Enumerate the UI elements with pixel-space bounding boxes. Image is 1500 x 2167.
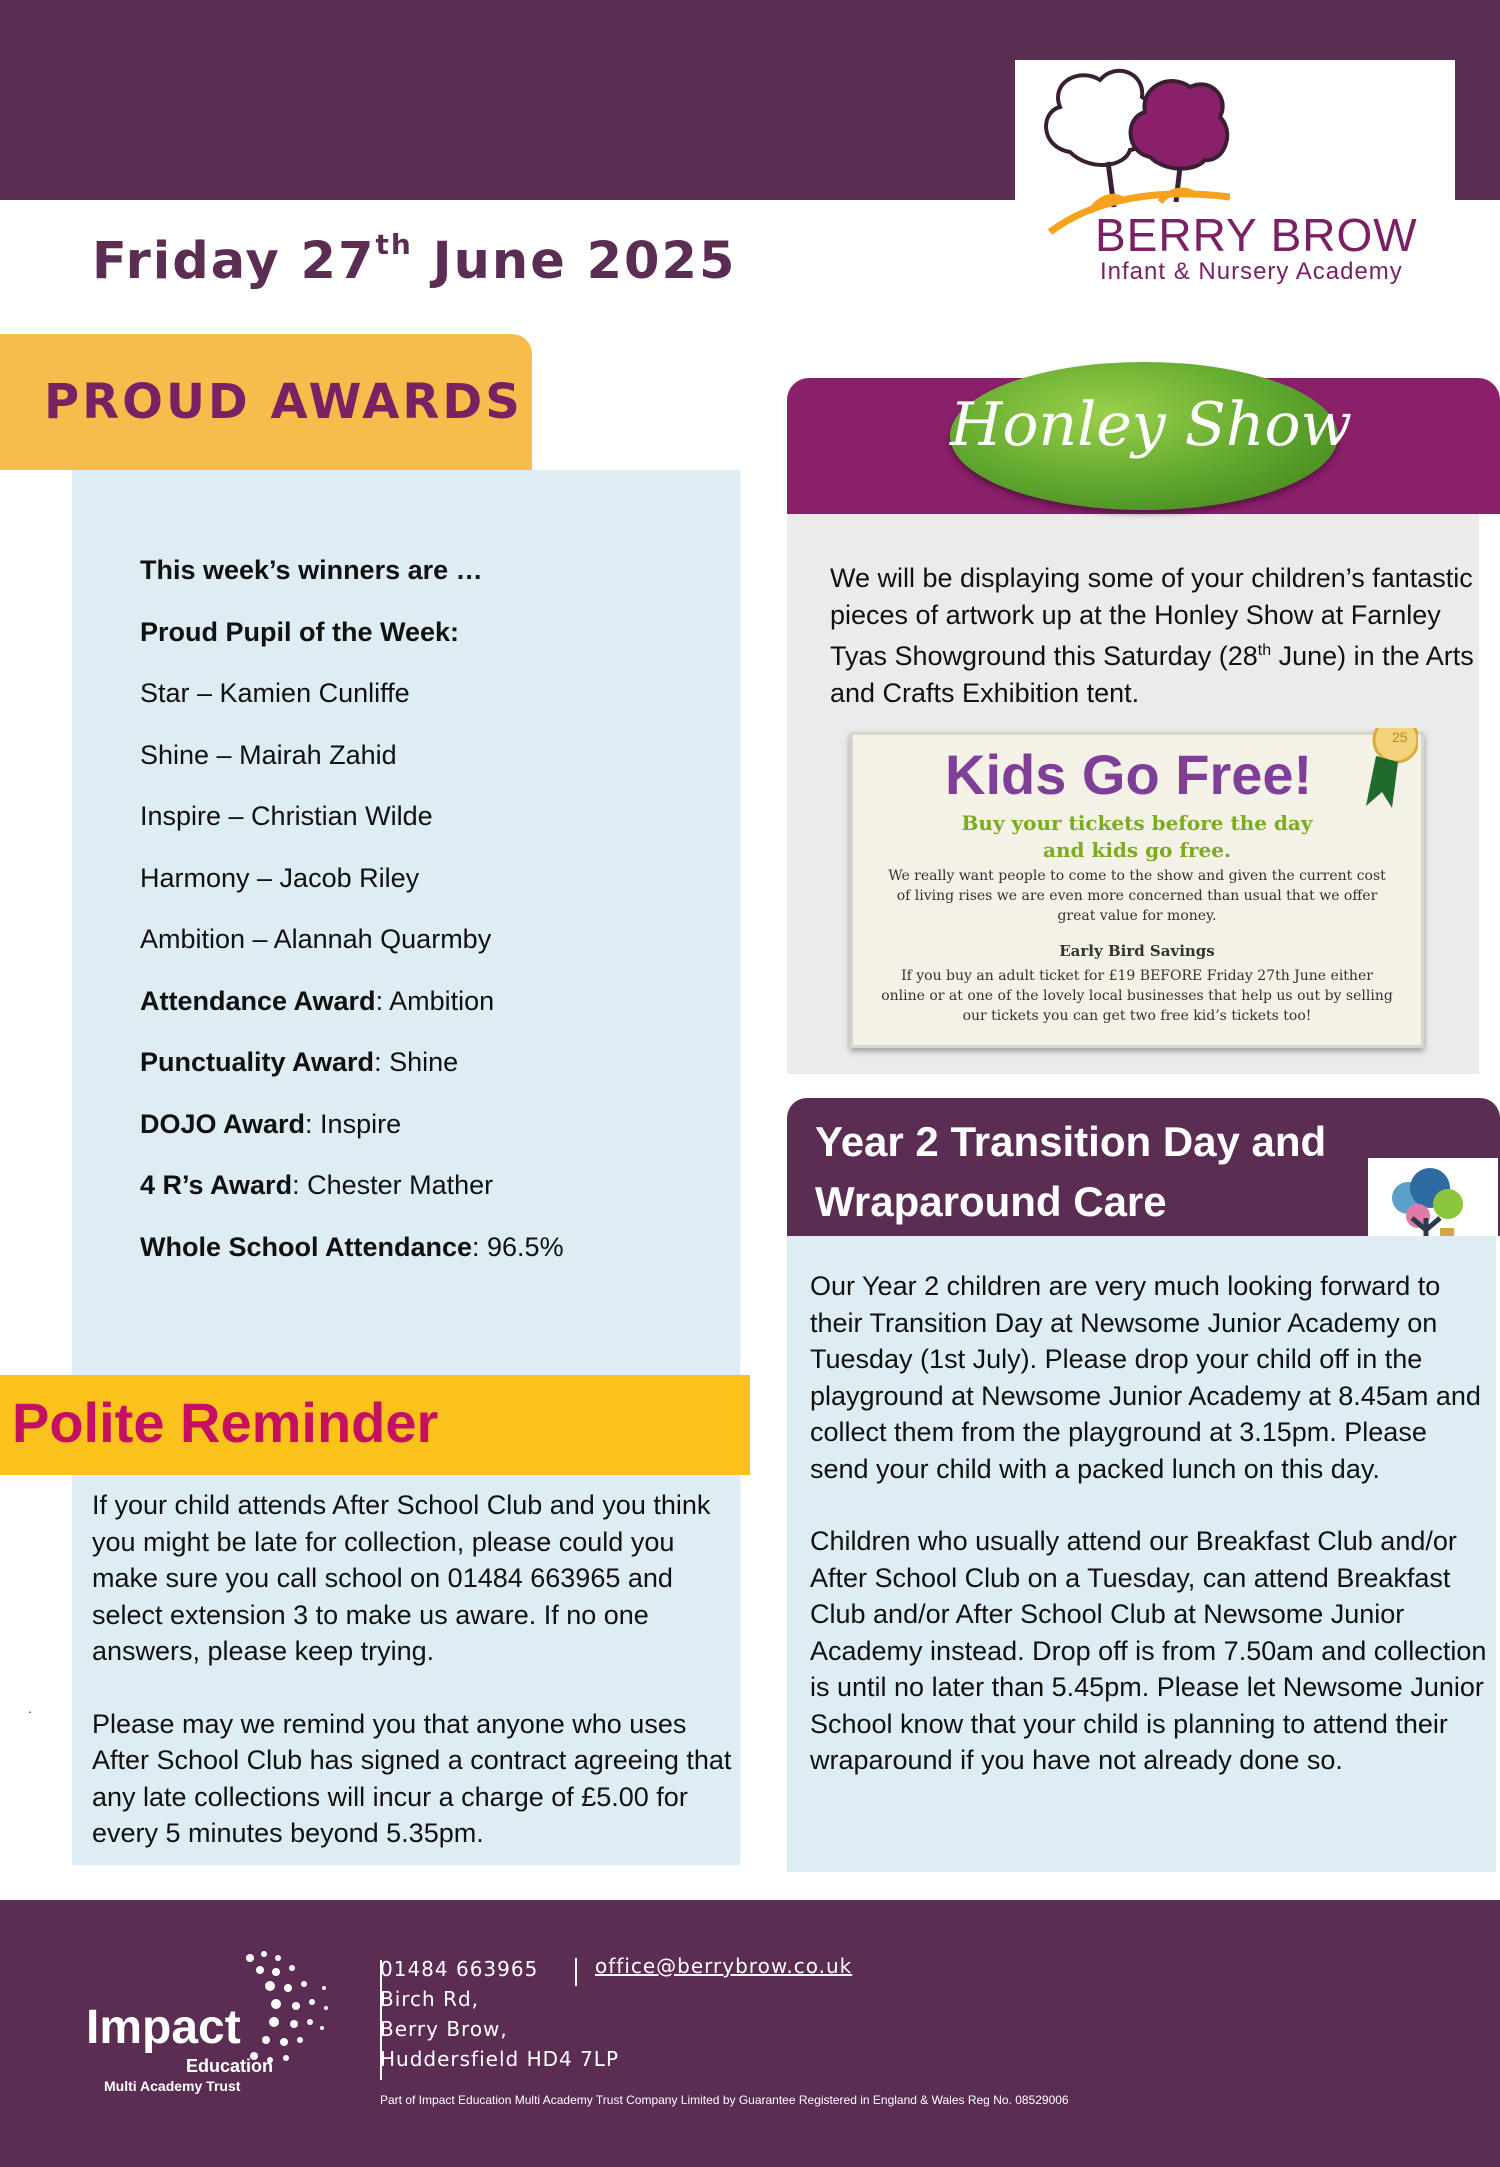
stray-mark: . <box>28 1700 32 1716</box>
whole-school-attendance: Whole School Attendance: 96.5% <box>140 1231 564 1262</box>
attendance-award: Attendance Award: Ambition <box>140 985 495 1016</box>
kids-go-free-title: Kids Go Free! <box>945 743 1313 806</box>
award-ambition: Ambition – Alannah Quarmby <box>140 924 492 954</box>
polite-reminder-title: Polite Reminder <box>12 1391 439 1454</box>
footer-address-1: Birch Rd, <box>380 1987 480 2011</box>
polite-reminder-text <box>92 1487 732 1888</box>
four-rs-award: 4 R’s Award: Chester Mather <box>140 1170 494 1200</box>
newsletter-date: Friday 27th June 2025 <box>92 228 737 291</box>
polite-para-2: Please may we remind you that anyone who uses After School Club has signed a contract agreeing that any late collections will incur a charge of £5.00 for every 5 minutes beyond 5.35pm. <box>92 1708 732 1848</box>
awards-heading: Proud Pupil of the Week: <box>140 616 460 647</box>
honley-show-logo-text: Honley Show <box>950 390 1352 460</box>
footer-address-2: Berry Brow, <box>380 2017 508 2041</box>
award-star: Star – Kamien Cunliffe <box>140 678 410 708</box>
punctuality-award: Punctuality Award: Shine <box>140 1047 459 1077</box>
award-inspire: Inspire – Christian Wilde <box>140 801 433 831</box>
year2-title: Year 2 Transition Day and Wraparound Care <box>815 1118 1327 1225</box>
year2-para-1: Our Year 2 children are very much looking forward to their Transition Day at Newsome Junior Academy on Tuesday (1st July). Please drop your child off in the playground at Newsome Junior Academy at 8.45am and collect them from the playground at 3.15pm. Please send your child with a packed lunch on this day. <box>810 1271 1481 1484</box>
year2-para-2: Children who usually attend our Breakfast Club and/or After School Club on a Tuesday, can attend Breakfast Club and/or After School Club at Newsome Junior Academy instead. Drop off is from 7.50am and collection is until no later than 5.45pm. Please let Newsome Junior School know that your child is planning to attend their wraparound if you have not already done so. <box>810 1526 1487 1775</box>
early-bird-text: If you buy an adult ticket for £19 BEFORE Friday 27th June either online or at one of the lovely local businesses that help us out by selling our tickets you can get two free kid’s tickets too! <box>881 968 1393 1024</box>
early-bird-title: Early Bird Savings <box>1059 942 1215 960</box>
awards-intro: This week’s winners are … <box>140 555 483 585</box>
school-logo-subtitle: Infant & Nursery Academy <box>1100 258 1403 285</box>
footer-separator <box>575 1958 577 1986</box>
impact-logo-dots-icon <box>240 1948 340 2068</box>
honley-text: We will be displaying some of your children’s fantastic pieces of artwork up at the Honley Show at Farnley Tyas Showground this Saturday (28th June) in the Arts and Crafts Exhibition tent. <box>830 563 1474 708</box>
award-shine: Shine – Mairah Zahid <box>140 739 397 770</box>
award-harmony: Harmony – Jacob Riley <box>140 862 420 893</box>
impact-logo-education: Education <box>186 2056 274 2076</box>
footer-contact <box>380 1954 619 2074</box>
svg-text:25: 25 <box>1392 729 1408 745</box>
awards-title: PROUD AWARDS <box>44 374 523 430</box>
impact-logo-word: Impact <box>86 2001 241 2054</box>
kids-go-free-blurb: We really want people to come to the show and given the current cost of living rises we are even more concerned than usual that we offer great value for money. <box>888 868 1386 924</box>
school-logo-title: BERRY BROW <box>1095 209 1418 261</box>
year2-text <box>810 1268 1490 1815</box>
rosette-ribbon-icon <box>1348 728 1418 808</box>
footer-legal: Part of Impact Education Multi Academy Trust Company Limited by Guarantee Registered in England & Wales Reg No. 08529006 <box>380 2093 1069 2107</box>
impact-logo-trust: Multi Academy Trust <box>104 2078 241 2094</box>
footer-address-3: Huddersfield HD4 7LP <box>380 2047 620 2071</box>
awards-list <box>140 540 564 1278</box>
kids-go-free-subtitle: Buy your tickets before the day and kids go free. <box>961 811 1313 862</box>
footer-email-link[interactable]: office@berrybrow.co.uk <box>595 1954 853 1978</box>
dojo-award: DOJO Award: Inspire <box>140 1108 402 1139</box>
footer-phone: 01484 663965 <box>380 1957 539 1981</box>
polite-para-1: If your child attends After School Club and you think you might be late for collection, please could you make sure you call school on 01484 663965 and select extension 3 to make us aware. If no one answers, please keep trying. <box>92 1490 711 1666</box>
